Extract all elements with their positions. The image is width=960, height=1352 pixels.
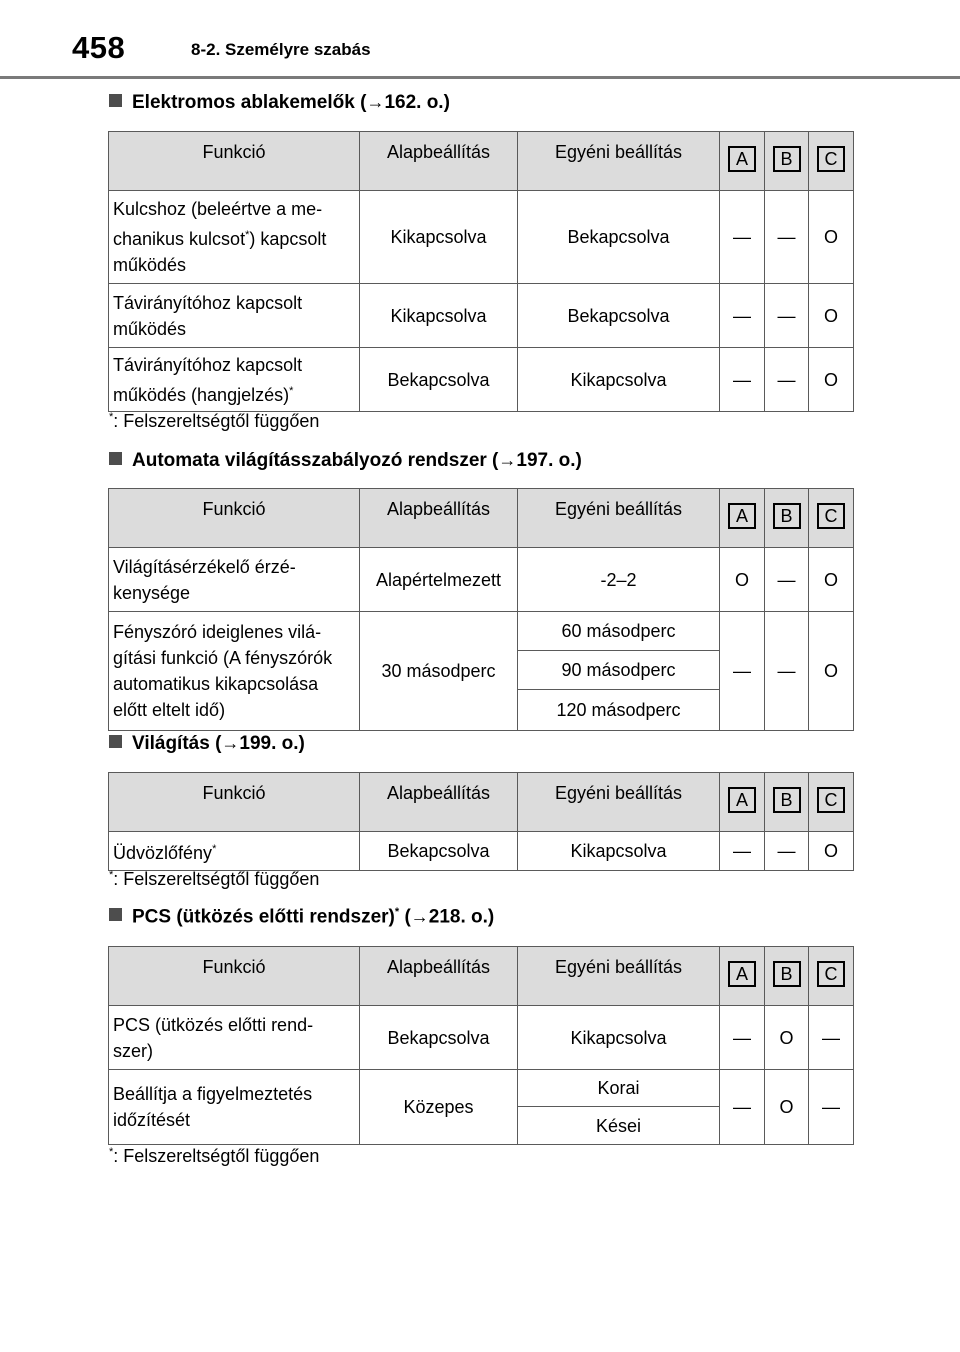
- settings-table-lighting: [108, 772, 854, 871]
- footnote: *: Felszereltségtől függően: [109, 869, 320, 889]
- default-cell: Közepes: [360, 1070, 518, 1145]
- arrow-right-icon: →: [221, 733, 240, 753]
- table-header-row: [109, 489, 854, 548]
- cell-a: —: [720, 1006, 765, 1070]
- function-cell: Kulcshoz (beleértve a me- chanikus kulcsot*) kapcsolt működés: [109, 191, 360, 284]
- column-header-b: [765, 132, 809, 191]
- default-cell: Bekapcsolva: [360, 348, 518, 412]
- column-header-default: Alapbeállítás: [360, 132, 518, 191]
- cell-c: —: [809, 1006, 854, 1070]
- cell-c: O: [809, 284, 854, 348]
- arrow-right-icon: →: [366, 92, 385, 112]
- cell-b: —: [765, 612, 809, 731]
- letter-a-box: A: [728, 503, 756, 529]
- table-row: [109, 612, 854, 651]
- cell-b: —: [765, 348, 809, 412]
- letter-c-box: C: [817, 787, 845, 813]
- custom-cell: Bekapcsolva: [518, 191, 720, 284]
- letter-c-box: C: [817, 961, 845, 987]
- column-header-a: [720, 947, 765, 1006]
- square-bullet-icon: [109, 908, 122, 921]
- function-cell: Világításérzékelő érzé- kenysége: [109, 548, 360, 612]
- cell-c: O: [809, 612, 854, 731]
- section-heading-power-windows: Elektromos ablakemelők (→162. o.): [109, 92, 450, 114]
- page-header: [0, 0, 960, 80]
- cell-b: —: [765, 832, 809, 871]
- letter-a-box: A: [728, 961, 756, 987]
- cell-c: O: [809, 548, 854, 612]
- cell-a: O: [720, 548, 765, 612]
- footnote: *: Felszereltségtől függően: [109, 411, 320, 431]
- table-row: [109, 1070, 854, 1107]
- column-header-b: [765, 947, 809, 1006]
- table-row: [109, 832, 854, 871]
- function-cell: Távirányítóhoz kapcsolt működés: [109, 284, 360, 348]
- cell-b: O: [765, 1006, 809, 1070]
- cell-c: O: [809, 832, 854, 871]
- custom-option-cell: 90 másodperc: [518, 651, 720, 690]
- column-header-c: [809, 489, 854, 548]
- table-row: [109, 284, 854, 348]
- cell-a: —: [720, 284, 765, 348]
- cell-a: —: [720, 191, 765, 284]
- cell-b: —: [765, 191, 809, 284]
- cell-a: —: [720, 832, 765, 871]
- cell-a: —: [720, 612, 765, 731]
- table-header-row: [109, 132, 854, 191]
- custom-option-cell: Kései: [518, 1107, 720, 1145]
- footnote: *: Felszereltségtől függően: [109, 1146, 320, 1166]
- custom-cell: Kikapcsolva: [518, 348, 720, 412]
- custom-option-cell: 120 másodperc: [518, 690, 720, 731]
- function-cell: Beállítja a figyelmeztetés időzítését: [109, 1070, 360, 1145]
- letter-a-box: A: [728, 146, 756, 172]
- default-cell: Bekapcsolva: [360, 832, 518, 871]
- column-header-a: [720, 132, 765, 191]
- custom-cell: Bekapcsolva: [518, 284, 720, 348]
- cell-c: —: [809, 1070, 854, 1145]
- column-header-function: Funkció: [109, 132, 360, 191]
- table-row: [109, 348, 854, 412]
- column-header-function: Funkció: [109, 489, 360, 548]
- settings-table-pcs: [108, 946, 854, 1145]
- column-header-b: [765, 773, 809, 832]
- custom-cell: Kikapcsolva: [518, 1006, 720, 1070]
- cell-b: —: [765, 548, 809, 612]
- column-header-default: Alapbeállítás: [360, 489, 518, 548]
- cell-a: —: [720, 1070, 765, 1145]
- letter-b-box: B: [773, 146, 801, 172]
- column-header-custom: Egyéni beállítás: [518, 947, 720, 1006]
- cell-b: —: [765, 284, 809, 348]
- letter-c-box: C: [817, 146, 845, 172]
- settings-table-automatic-lights: [108, 488, 854, 731]
- default-cell: Bekapcsolva: [360, 1006, 518, 1070]
- letter-b-box: B: [773, 503, 801, 529]
- square-bullet-icon: [109, 452, 122, 465]
- column-header-a: [720, 489, 765, 548]
- column-header-a: [720, 773, 765, 832]
- column-header-function: Funkció: [109, 773, 360, 832]
- cell-a: —: [720, 348, 765, 412]
- column-header-default: Alapbeállítás: [360, 773, 518, 832]
- column-header-default: Alapbeállítás: [360, 947, 518, 1006]
- section-heading-pcs: PCS (ütközés előtti rendszer)* (→218. o.): [109, 906, 494, 928]
- table-row: [109, 191, 854, 284]
- cell-c: O: [809, 191, 854, 284]
- square-bullet-icon: [109, 94, 122, 107]
- default-cell: Kikapcsolva: [360, 191, 518, 284]
- column-header-custom: Egyéni beállítás: [518, 773, 720, 832]
- letter-a-box: A: [728, 787, 756, 813]
- column-header-b: [765, 489, 809, 548]
- cell-c: O: [809, 348, 854, 412]
- table-header-row: [109, 773, 854, 832]
- table-row: [109, 1006, 854, 1070]
- section-heading-automatic-lights: Automata világításszabályozó rendszer (→197. o.): [109, 450, 582, 472]
- default-cell: 30 másodperc: [360, 612, 518, 731]
- header-divider: [0, 76, 960, 79]
- function-cell: Fényszóró ideiglenes vilá- gítási funkció (A fényszórók automatikus kikapcsolása előtt eltelt idő): [109, 612, 360, 731]
- custom-cell: -2–2: [518, 548, 720, 612]
- column-header-custom: Egyéni beállítás: [518, 132, 720, 191]
- settings-table-power-windows: [108, 131, 854, 412]
- column-header-function: Funkció: [109, 947, 360, 1006]
- column-header-custom: Egyéni beállítás: [518, 489, 720, 548]
- square-bullet-icon: [109, 735, 122, 748]
- cell-b: O: [765, 1070, 809, 1145]
- letter-b-box: B: [773, 961, 801, 987]
- table-header-row: [109, 947, 854, 1006]
- function-cell: PCS (ütközés előtti rend- szer): [109, 1006, 360, 1070]
- function-cell: Távirányítóhoz kapcsolt működés (hangjelzés)*: [109, 348, 360, 412]
- letter-c-box: C: [817, 503, 845, 529]
- column-header-c: [809, 773, 854, 832]
- chapter-title: 8-2. Személyre szabás: [191, 40, 371, 59]
- function-cell: Üdvözlőfény*: [109, 832, 360, 871]
- default-cell: Alapértelmezett: [360, 548, 518, 612]
- custom-option-cell: Korai: [518, 1070, 720, 1107]
- table-row: [109, 548, 854, 612]
- default-cell: Kikapcsolva: [360, 284, 518, 348]
- page-number: 458: [72, 30, 126, 65]
- arrow-right-icon: →: [410, 906, 429, 927]
- section-heading-lighting: Világítás (→199. o.): [109, 733, 305, 755]
- arrow-right-icon: →: [498, 450, 517, 470]
- custom-option-cell: 60 másodperc: [518, 612, 720, 651]
- custom-cell: Kikapcsolva: [518, 832, 720, 871]
- column-header-c: [809, 132, 854, 191]
- letter-b-box: B: [773, 787, 801, 813]
- column-header-c: [809, 947, 854, 1006]
